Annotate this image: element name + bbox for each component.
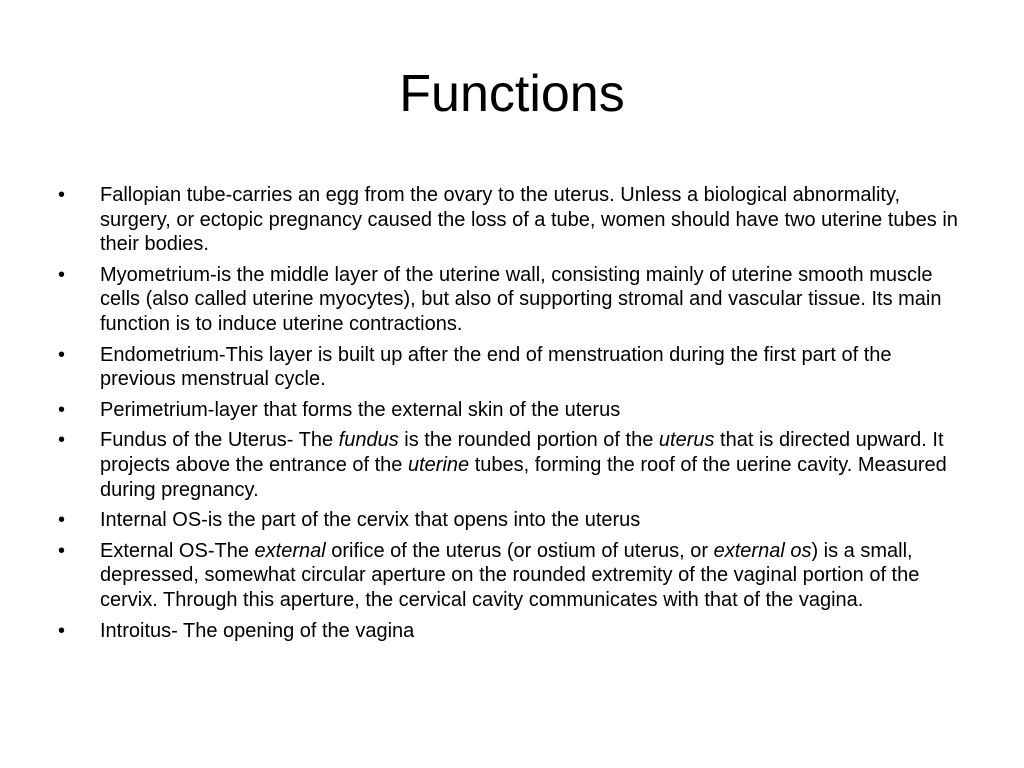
bullet-item — [58, 263, 970, 337]
bullet-text — [100, 264, 941, 335]
text-segment: Fallopian tube-carries an egg from the ovary to the uterus. Unless a biological abnormality, surgery, or ectopic pregnancy caused the loss of a tube, women should have two uterine tubes in their bodies. — [100, 184, 958, 256]
bullet-text — [100, 509, 640, 531]
bullet-text — [100, 620, 414, 642]
bullet-text — [100, 344, 892, 391]
text-segment: Internal OS-is the part of the cervix that opens into the uterus — [100, 509, 641, 532]
text-segment: that is directed upward. It projects above the entrance of the — [100, 429, 944, 476]
italic-term: external os — [713, 539, 812, 562]
slide-title: Functions — [399, 65, 625, 123]
bullet-dot-icon: • — [58, 429, 66, 452]
bullet-text — [100, 184, 958, 255]
bullet-item — [58, 508, 970, 533]
bullet-dot-icon: • — [58, 509, 66, 532]
italic-term: uterine — [407, 453, 470, 476]
bullet-item — [58, 619, 970, 644]
bullet-dot-icon: • — [58, 343, 66, 366]
bullet-item — [58, 428, 970, 502]
italic-term: external — [254, 539, 326, 562]
bullet-item — [58, 398, 970, 423]
text-segment: Myometrium-is the middle layer of the uterine wall, consisting mainly of uterine smooth muscle cells (also called uterine myocytes), but also of supporting stromal and vascular tissue. Its main function is to induce uterine contractions. — [100, 263, 942, 335]
text-segment: Endometrium-This layer is built up after the end of menstruation during the first part of the previous menstrual cycle. — [100, 343, 892, 391]
text-segment: Perimetrium-layer that forms the external skin of the uterus — [100, 398, 621, 421]
text-segment: tubes, forming the roof of the uerine cavity. Measured during pregnancy. — [100, 453, 947, 501]
text-segment: is the rounded portion of the — [398, 429, 659, 452]
bullet-dot-icon: • — [58, 619, 66, 642]
bullet-dot-icon: • — [58, 398, 66, 421]
italic-term: fundus — [338, 429, 399, 452]
italic-term: uterus — [658, 429, 715, 452]
bullet-list — [58, 183, 970, 649]
bullet-item — [58, 183, 970, 257]
bullet-dot-icon: • — [58, 263, 66, 286]
text-segment: Fundus of the Uterus- The — [100, 429, 339, 452]
text-segment: Introitus- The opening of the vagina — [100, 619, 415, 642]
text-segment: orifice of the uterus (or ostium of uterus, or — [325, 539, 714, 562]
bullet-text — [100, 399, 620, 421]
bullet-item — [58, 343, 970, 392]
bullet-dot-icon: • — [58, 184, 66, 206]
bullet-dot-icon: • — [58, 539, 66, 562]
text-segment: ) is a small, depressed, somewhat circular aperture on the rounded extremity of the vaginal portion of the cervix. Through this aperture, the cervical cavity communicates with that of the vagina. — [100, 539, 920, 611]
bullet-text — [100, 429, 947, 500]
bullet-text — [100, 540, 919, 611]
text-segment: External OS-The — [100, 539, 255, 562]
bullet-item — [58, 539, 970, 613]
